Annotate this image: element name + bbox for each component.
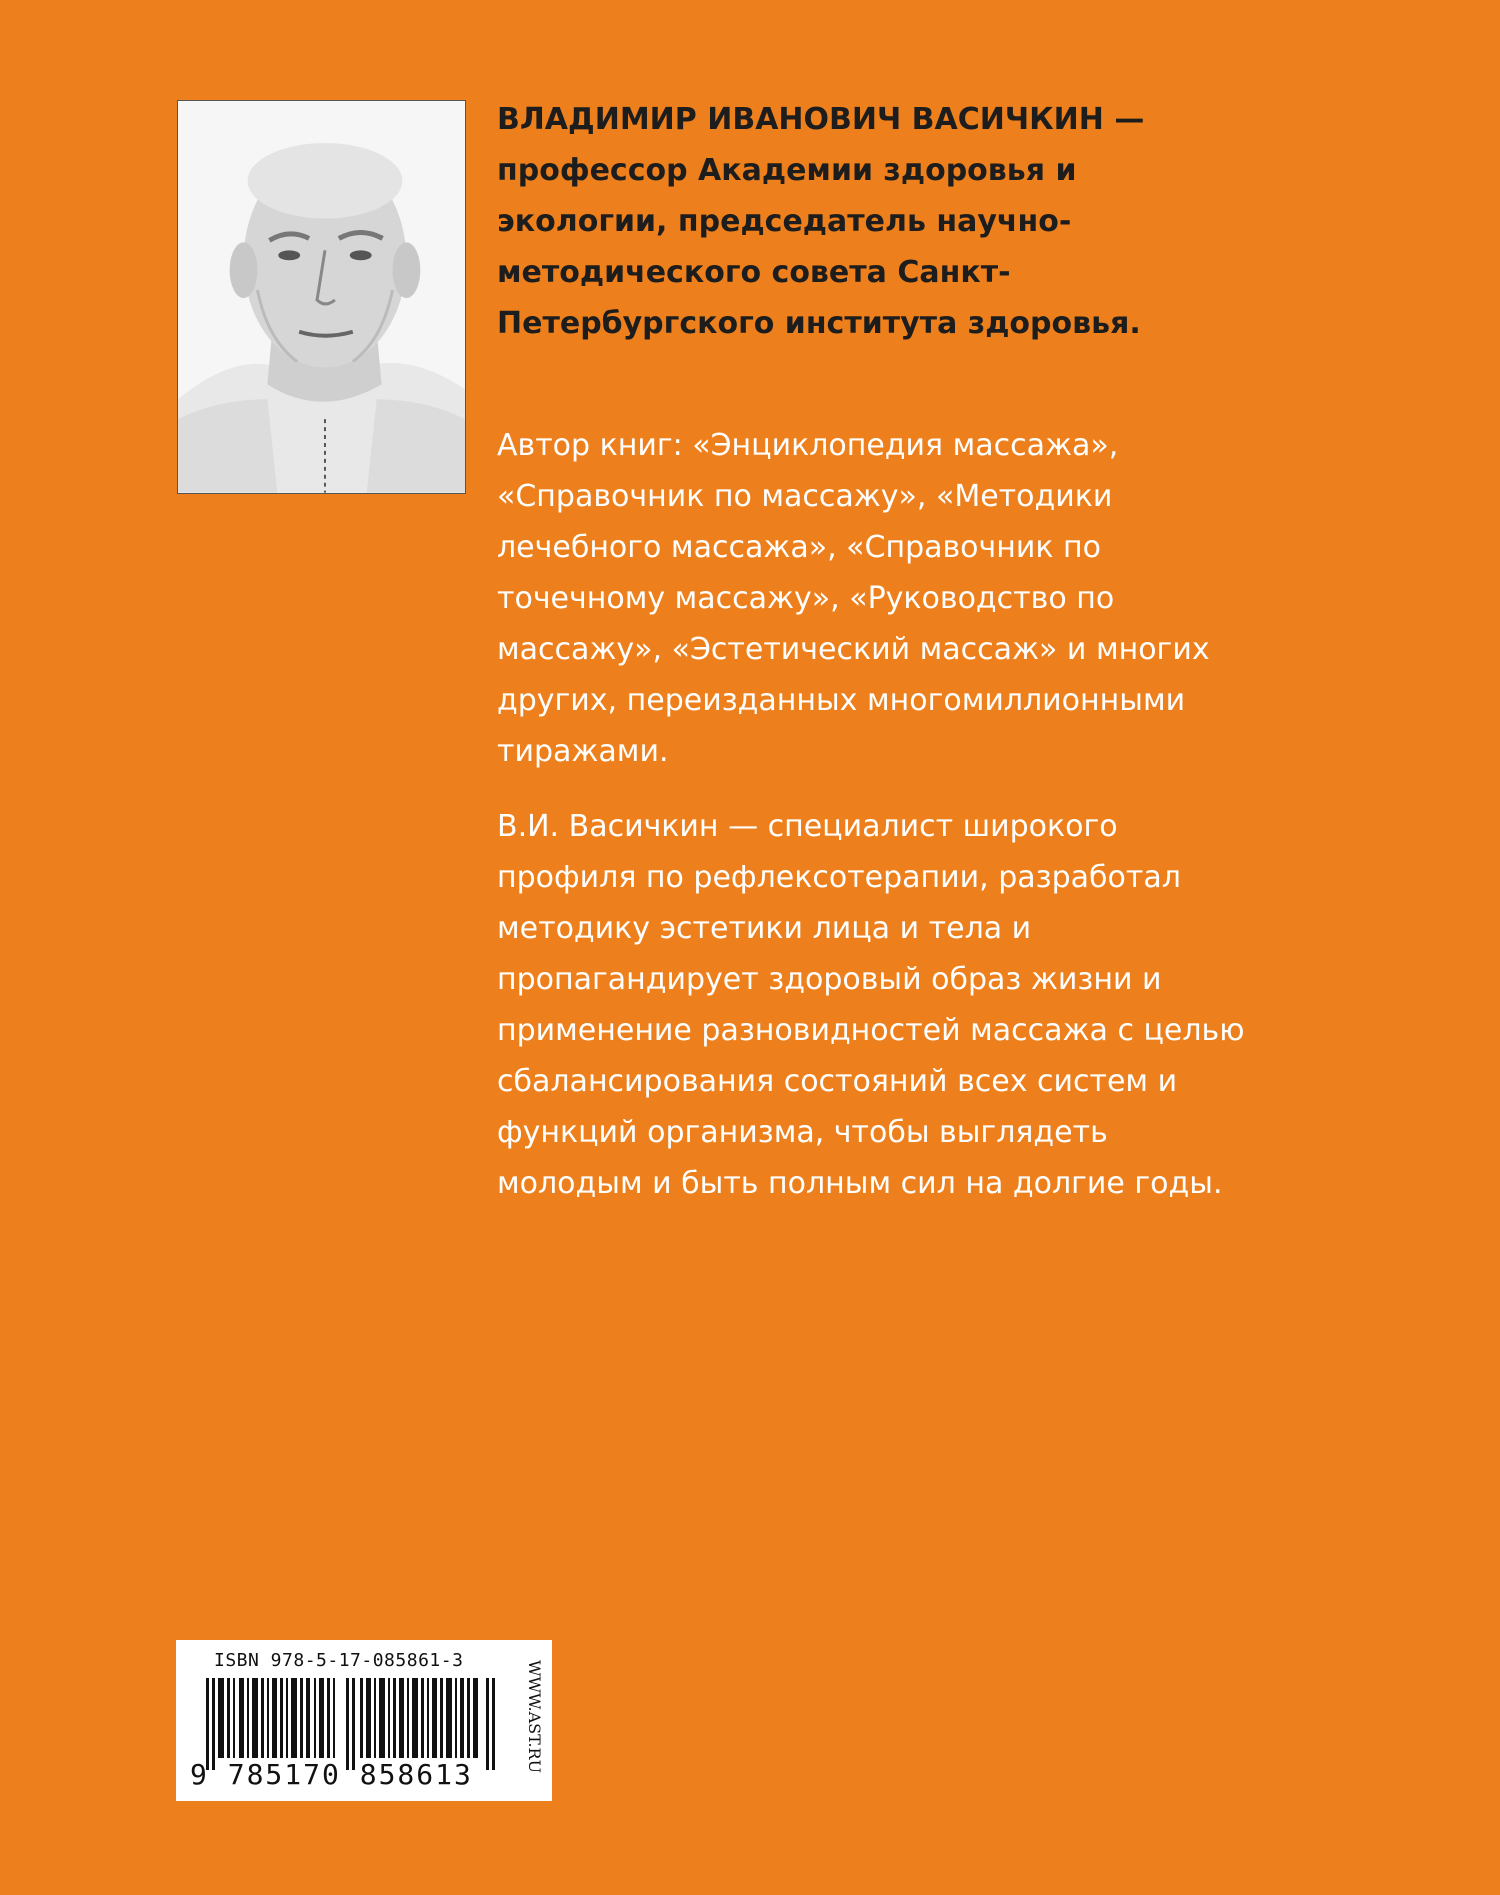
author-portrait-image bbox=[178, 101, 465, 493]
author-intro bbox=[497, 94, 1257, 349]
barcode-digits: 9 785170 858613 bbox=[190, 1758, 473, 1791]
author-photo bbox=[177, 100, 466, 494]
bio-paragraph: В.И. Васичкин — специалист широкого профиля по рефлексотерапии, разработал методику эстетики лица и тела и пропагандирует здоровый образ жизни и применение разновидностей массажа с целью сбалансирования состояний всех систем и функций организма, чтобы выглядеть молодым и быть полным сил на долгие годы. bbox=[497, 809, 1245, 1201]
publisher-website: WWW.AST.RU bbox=[525, 1660, 544, 1774]
isbn-label: ISBN 978-5-17-085861-3 bbox=[214, 1650, 464, 1671]
author-name: ВЛАДИМИР ИВАНОВИЧ ВАСИЧКИН — bbox=[497, 102, 1145, 137]
barcode-icon bbox=[206, 1678, 506, 1770]
books-paragraph: Автор книг: «Энциклопедия массажа», «Справочник по массажу», «Методики лечебного массажа», «Справочник по точечному массажу», «Руководство по массажу», «Эстетический массаж» и многих других, переизданных многомиллионными тиражами. bbox=[497, 428, 1210, 769]
author-intro-block bbox=[497, 94, 1257, 349]
barcode-block bbox=[176, 1640, 552, 1801]
author-intro-text: профессор Академии здоровья и экологии, председатель научно-методического совета Санкт-Петербургского института здоровья. bbox=[497, 153, 1141, 341]
